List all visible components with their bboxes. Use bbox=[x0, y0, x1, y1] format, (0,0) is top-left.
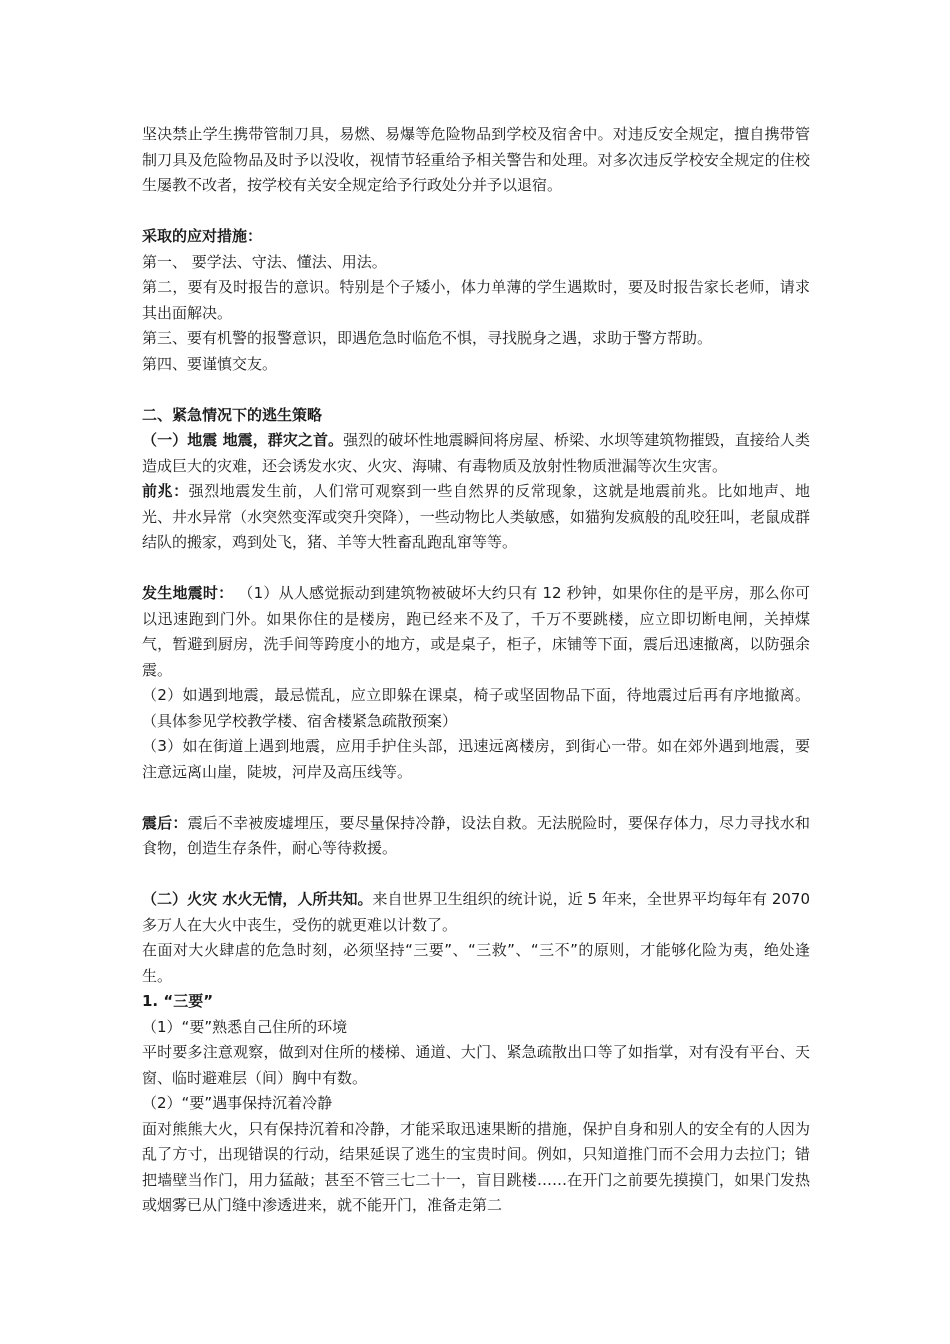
must-1-title: （1）“要”熟悉自己住所的环境 bbox=[142, 1017, 348, 1036]
after-quake-paragraph bbox=[142, 811, 810, 862]
spacer bbox=[142, 556, 810, 582]
measure-item: 第三、要有机警的报警意识，即遇危急时临危不惧，寻找脱身之遇，求助于警方帮助。 bbox=[142, 329, 713, 347]
during-quake-item-1: （1）从人感觉振动到建筑物被破坏大约只有 12 秒钟，如果你住的是平房，那么你可以迅速跑到门外。如果你住的是楼房，跑已经来不及了，千万不要跳楼，应立即切断电闸，关掉煤气，暂避到厨房，洗手间等跨度小的地方，或是桌子，柜子，床铺等下面，震后迅速撤离，以防强余震。 bbox=[142, 584, 810, 679]
measure-item: 第一、 要学法、守法、懂法、用法。 bbox=[142, 252, 387, 271]
spacer bbox=[142, 862, 810, 888]
must-2-title: （2）“要”遇事保持沉着冷静 bbox=[142, 1094, 333, 1112]
rules-paragraph: 坚决禁止学生携带管制刀具，易燃、易爆等危险物品到学校及宿舍中。对违反安全规定，擅自携带管制刀具及危险物品及时予以没收，视情节轻重给予相关警告和处理。对多次违反学校安全规定的住校生屡教不改者，按学校有关安全规定给予行政处分并予以退宿。 bbox=[142, 125, 810, 194]
section-heading: 二、紧急情况下的逃生策略 bbox=[142, 405, 323, 424]
during-quake-paragraph bbox=[142, 581, 810, 683]
fire-lead: （二）火灾 水火无情，人所共知。 bbox=[142, 890, 373, 908]
after-quake-lead: 震后： bbox=[142, 813, 188, 832]
during-quake-item-2: （2）如遇到地震，最忌慌乱，应立即躲在课桌，椅子或坚固物品下面，待地震过后再有序地撤离。（具体参见学校教学楼、宿舍楼紧急疏散预案） bbox=[142, 686, 810, 730]
spacer bbox=[142, 199, 810, 225]
must-1-body: 平时要多注意观察，做到对住所的楼梯、通道、大门、紧急疏散出口等了如指掌，对有没有平台、天窗、临时避难层（间）胸中有数。 bbox=[142, 1043, 810, 1087]
earthquake-paragraph bbox=[142, 428, 810, 479]
document-page bbox=[142, 122, 810, 1219]
spacer bbox=[142, 785, 810, 811]
three-musts-heading: 1. “三要” bbox=[142, 992, 214, 1010]
precursor-lead: 前兆： bbox=[142, 482, 189, 500]
measures-heading: 采取的应对措施： bbox=[142, 227, 263, 245]
fire-body: 来自世界卫生组织的统计说，近 5 年来，全世界平均每年有 2070 多万人在大火中丧生，受伤的就更难以计数了。 bbox=[142, 890, 810, 934]
fire-paragraph bbox=[142, 887, 810, 938]
measure-item: 第四、要谨慎交友。 bbox=[142, 354, 278, 373]
earthquake-lead: （一）地震 地震，群灾之首。 bbox=[142, 431, 344, 449]
spacer bbox=[142, 377, 810, 403]
precursor-body: 强烈地震发生前，人们常可观察到一些自然界的反常现象，这就是地震前兆。比如地声、地光、井水异常（水突然变浑或突升突降），一些动物比人类敏感，如猫狗发疯般的乱咬狂叫，老鼠成群结队的搬家，鸡到处飞，猪、羊等大牲畜乱跑乱窜等等。 bbox=[142, 482, 810, 551]
during-quake-item-3: （3）如在街道上遇到地震，应用手护住头部，迅速远离楼房，到街心一带。如在郊外遇到地震，要注意远离山崖，陡坡，河岸及高压线等。 bbox=[142, 737, 810, 781]
after-quake-body: 震后不幸被废墟埋压，要尽量保持冷静，设法自救。无法脱险时，要保存体力，尽力寻找水和食物，创造生存条件，耐心等待救援。 bbox=[142, 813, 810, 857]
fire-principle: 在面对大火肆虐的危急时刻，必须坚持“三要”、“三救”、“三不”的原则，才能够化险为夷，绝处逢生。 bbox=[142, 941, 810, 985]
must-2-body: 面对熊熊大火，只有保持沉着和冷静，才能采取迅速果断的措施，保护自身和别人的安全有的人因为乱了方寸，出现错误的行动，结果延误了逃生的宝贵时间。例如，只知道推门而不会用力去拉门；错把墙壁当作门，用力猛敲；甚至不管三七二十一，盲目跳楼……在开门之前要先摸摸门，如果门发热或烟雾已从门缝中渗透进来，就不能开门，准备走第二 bbox=[142, 1119, 810, 1214]
during-quake-lead: 发生地震时： bbox=[142, 584, 234, 602]
measure-item: 第二，要有及时报告的意识。特别是个子矮小，体力单薄的学生遇欺时，要及时报告家长老师，请求其出面解决。 bbox=[142, 278, 810, 322]
earthquake-body: 强烈的破坏性地震瞬间将房屋、桥梁、水坝等建筑物摧毁，直接给人类造成巨大的灾难，还会诱发水灾、火灾、海啸、有毒物质及放射性物质泄漏等次生灾害。 bbox=[142, 431, 810, 475]
precursor-paragraph bbox=[142, 479, 810, 556]
